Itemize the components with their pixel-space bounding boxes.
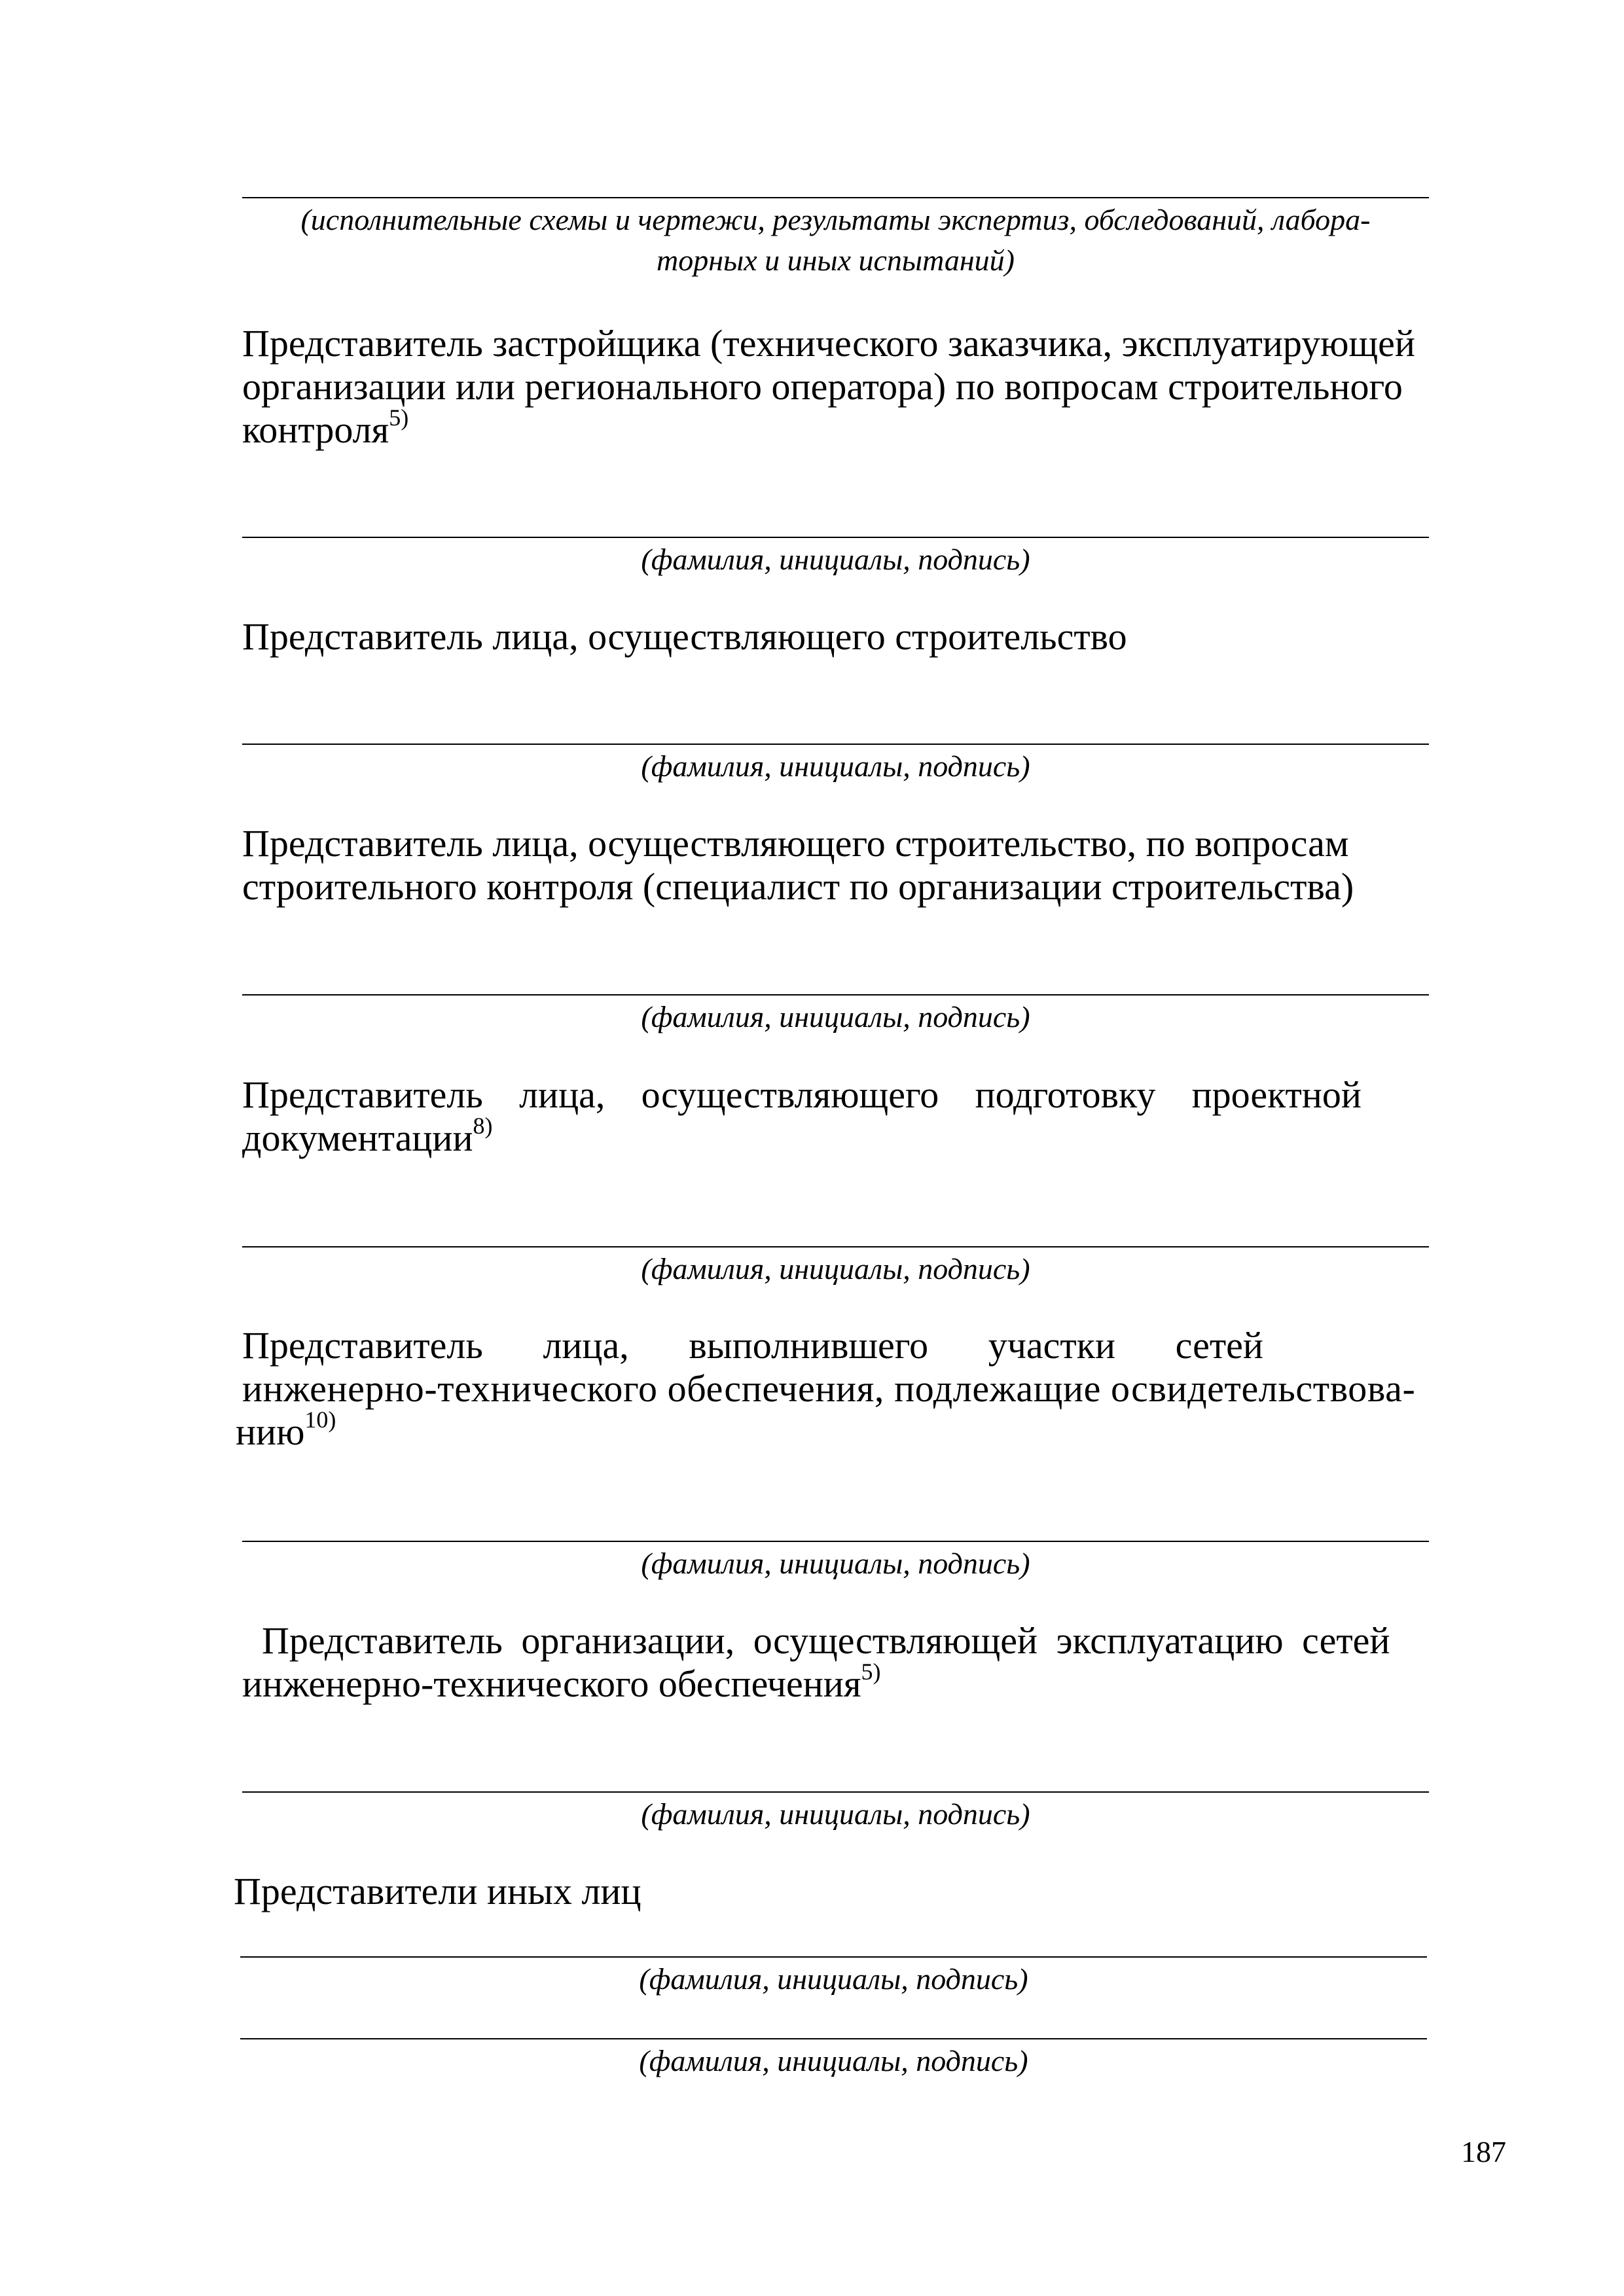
paragraph-developer-representative xyxy=(242,322,1415,452)
signature-caption-2: (фамилия, инициалы, подпись) xyxy=(641,749,1030,783)
p6-line-2: инженерно-технического обеспечения$^{5)}$ xyxy=(242,1659,881,1705)
paragraph-network-operator-representative xyxy=(242,1619,1390,1706)
p5-line-3: нию$^{10)}$ xyxy=(236,1407,336,1453)
signature-line-1 xyxy=(242,537,1429,538)
signature-line-8 xyxy=(240,2038,1427,2039)
signature-caption-1: (фамилия, инициалы, подпись) xyxy=(641,543,1030,576)
signature-line-4 xyxy=(242,1246,1429,1247)
footnote-mark: 5) xyxy=(861,1659,881,1685)
signature-caption-5: (фамилия, инициалы, подпись) xyxy=(641,1547,1030,1580)
signature-caption-6: (фамилия, инициалы, подпись) xyxy=(641,1797,1030,1831)
footnote-mark: 8) xyxy=(473,1113,493,1139)
paragraph-other-representatives xyxy=(234,1870,641,1913)
p6-line-1: Представитель организации, осуществляющей эксплуатацию сетей xyxy=(262,1619,1390,1662)
page-number: 187 xyxy=(1461,2135,1506,2168)
signature-line-5 xyxy=(242,1541,1429,1542)
paragraph-network-builder-representative xyxy=(236,1324,1415,1454)
p3-line-2: строительного контроля (специалист по организации строительства) xyxy=(242,865,1354,908)
signature-caption-7: (фамилия, инициалы, подпись) xyxy=(639,1962,1028,1996)
p3-line-1: Представитель лица, осуществляющего строительство, по вопросам xyxy=(242,822,1349,865)
p4-line-1: Представитель лица, осуществляющего подготовку проектной xyxy=(242,1073,1362,1116)
footnote-mark: 5) xyxy=(389,404,409,431)
paragraph-builder-representative xyxy=(242,615,1127,658)
paragraph-designer-representative xyxy=(242,1073,1362,1160)
signature-caption-4: (фамилия, инициалы, подпись) xyxy=(641,1252,1030,1285)
p5-line-1: Представитель лица, выполнившего участки сетей xyxy=(242,1324,1263,1367)
signature-caption-8: (фамилия, инициалы, подпись) xyxy=(639,2044,1028,2077)
p1-line-1: Представитель застройщика (технического заказчика, эксплуатирующей xyxy=(242,322,1415,365)
p5-line-2: инженерно-технического обеспечения, подлежащие освидетельствова- xyxy=(242,1367,1416,1410)
footnote-mark: 10) xyxy=(304,1407,336,1433)
signature-line-top xyxy=(242,197,1429,198)
p1-line-2: организации или регионального оператора) по вопросам строительного xyxy=(242,365,1403,408)
signature-line-3 xyxy=(242,994,1429,996)
p2-line-1: Представитель лица, осуществляющего строительство xyxy=(242,615,1127,658)
p1-line-3: контроля$^{5)}$ xyxy=(242,404,409,451)
paragraph-builder-control-representative xyxy=(242,822,1354,908)
signature-line-7 xyxy=(240,1956,1427,1958)
p7-line-1: Представители иных лиц xyxy=(234,1870,641,1912)
p4-line-2: документации$^{8)}$ xyxy=(242,1113,493,1159)
signature-caption-3: (фамилия, инициалы, подпись) xyxy=(641,1000,1030,1033)
signature-line-6 xyxy=(242,1791,1429,1793)
top-caption xyxy=(242,200,1429,281)
top-caption-line-1: (исполнительные схемы и чертежи, результаты экспертиз, обследований, лабора- xyxy=(300,203,1371,236)
signature-line-2 xyxy=(242,744,1429,745)
top-caption-line-2: торных и иных испытаний) xyxy=(657,243,1015,277)
